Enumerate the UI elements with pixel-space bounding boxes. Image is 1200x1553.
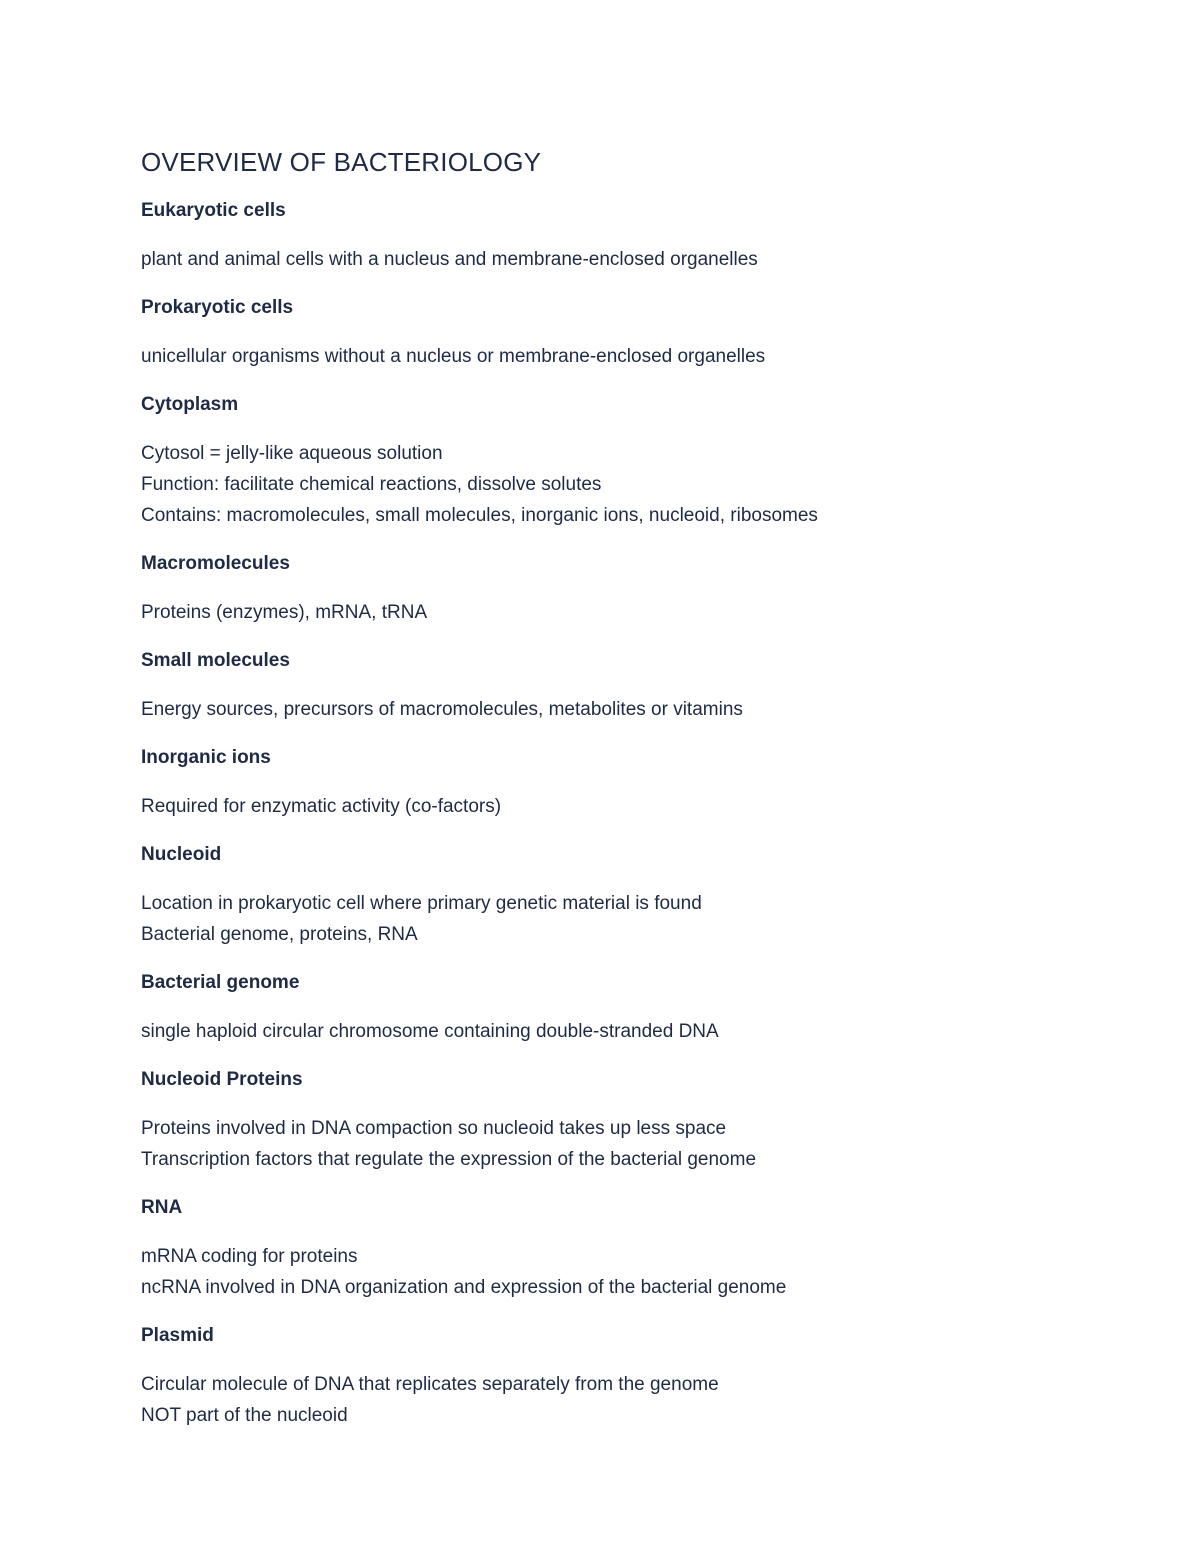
section [141,1067,1101,1175]
section-term: Nucleoid [141,844,222,865]
definition-line: Required for enzymatic activity (co-factors) [141,796,502,817]
definition-line: Proteins involved in DNA compaction so nucleoid takes up less space [141,1118,727,1139]
section [141,551,1101,628]
section [141,970,1101,1047]
definition-line: ncRNA involved in DNA organization and expression of the bacterial genome [141,1277,787,1298]
section-term: Nucleoid Proteins [141,1069,303,1090]
section-definition [141,1369,1101,1431]
section [141,745,1101,822]
definition-line: Transcription factors that regulate the expression of the bacterial genome [141,1149,757,1170]
definition-line: Energy sources, precursors of macromolecules, metabolites or vitamins [141,699,743,720]
definition-line: Circular molecule of DNA that replicates separately from the genome [141,1374,719,1395]
section-term: Prokaryotic cells [141,297,294,318]
section [141,1195,1101,1303]
definition-line: Bacterial genome, proteins, RNA [141,924,418,945]
section [141,295,1101,372]
section-term: Plasmid [141,1325,214,1346]
section-definition [141,597,1101,628]
section-definition [141,694,1101,725]
section-term: Bacterial genome [141,972,300,993]
definition-line: Function: facilitate chemical reactions, dissolve solutes [141,474,602,495]
section [141,842,1101,950]
definition-line: plant and animal cells with a nucleus and membrane-enclosed organelles [141,249,758,270]
document-title: OVERVIEW OF BACTERIOLOGY [141,147,542,177]
section-term: Macromolecules [141,553,290,574]
section-term: Cytoplasm [141,394,239,415]
definition-line: unicellular organisms without a nucleus or membrane-enclosed organelles [141,346,766,367]
section [141,198,1101,275]
definition-line: Contains: macromolecules, small molecules, inorganic ions, nucleoid, ribosomes [141,505,818,526]
section-definition [141,1113,1101,1175]
definition-line: Proteins (enzymes), mRNA, tRNA [141,602,428,623]
section-term: Eukaryotic cells [141,200,286,221]
section-definition [141,1016,1101,1047]
section-definition [141,888,1101,950]
definition-line: single haploid circular chromosome containing double-stranded DNA [141,1021,719,1042]
section-term: Inorganic ions [141,747,271,768]
section-definition [141,244,1101,275]
section [141,648,1101,725]
definition-line: NOT part of the nucleoid [141,1405,348,1426]
document-page [141,146,1101,1451]
section-definition [141,341,1101,372]
section-term: RNA [141,1197,183,1218]
sections-list [141,198,1101,1431]
section [141,1323,1101,1431]
definition-line: Cytosol = jelly-like aqueous solution [141,443,443,464]
section-definition [141,438,1101,531]
definition-line: mRNA coding for proteins [141,1246,358,1267]
section-term: Small molecules [141,650,290,671]
section [141,392,1101,531]
section-definition [141,791,1101,822]
section-definition [141,1241,1101,1303]
definition-line: Location in prokaryotic cell where primary genetic material is found [141,893,702,914]
